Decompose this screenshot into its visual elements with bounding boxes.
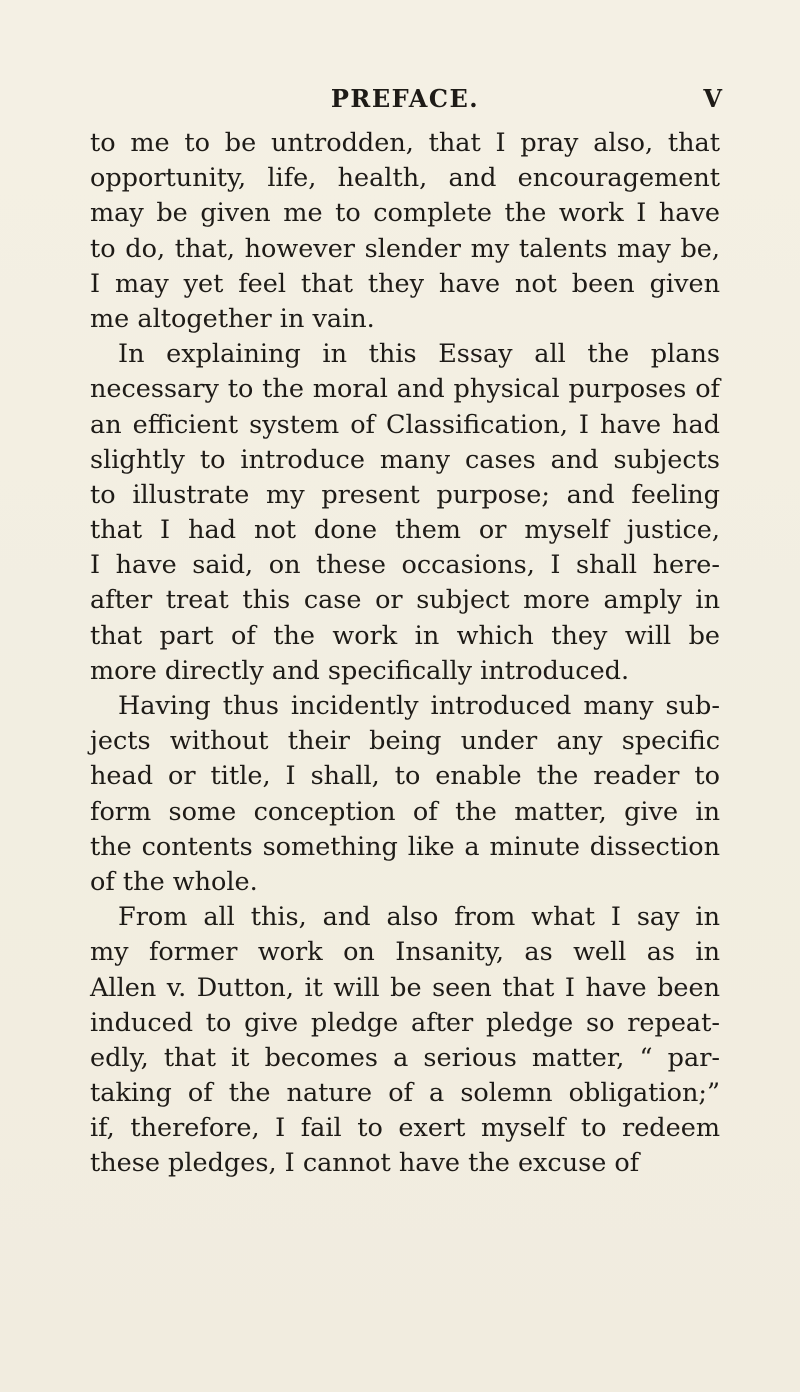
text-line: I may yet feel that they have not been given [90, 268, 720, 299]
text-line: I have said, on these occasions, I shall here- [90, 550, 720, 581]
paragraph-end-line: of the whole. [90, 866, 258, 897]
paragraph-end-line: me altogether in vain. [90, 303, 375, 334]
page-number: V [703, 84, 722, 113]
text-line: to illustrate my present purpose; and feeling [90, 479, 720, 510]
text-line: slightly to introduce many cases and subjects [90, 444, 720, 475]
text-line: an efficient system of Classification, I have had [90, 409, 720, 440]
text-line: may be given me to complete the work I have [90, 198, 720, 229]
body-text [90, 126, 720, 1182]
text-line: necessary to the moral and physical purposes of [90, 374, 720, 405]
text-line: jects without their being under any specific [90, 726, 720, 757]
text-line: to do, that, however slender my talents may be, [90, 233, 720, 264]
text-line: edly, that it becomes a serious matter, “ par- [90, 1042, 720, 1073]
text-line: Allen v. Dutton, it will be seen that I have been [90, 972, 720, 1003]
text-line: the contents something like a minute dissection [90, 831, 720, 862]
running-head: PREFACE. [330, 84, 480, 113]
text-line: opportunity, life, health, and encouragement [90, 163, 720, 194]
paragraph-start-line: From all this, and also from what I say in [118, 902, 720, 933]
text-line: after treat this case or subject more amply in [90, 585, 720, 616]
paragraph-start-line: In explaining in this Essay all the plans [118, 339, 720, 370]
paragraph-end-line: more directly and specifically introduced. [90, 655, 630, 686]
text-line: my former work on Insanity, as well as in [90, 937, 720, 968]
text-line: induced to give pledge after pledge so repeat- [90, 1007, 720, 1038]
paragraph-start-line: Having thus incidently introduced many sub- [118, 691, 720, 721]
text-line: that part of the work in which they will be [90, 620, 720, 651]
text-line: head or title, I shall, to enable the reader to [90, 761, 720, 792]
text-line: these pledges, I cannot have the excuse of [90, 1148, 640, 1179]
text-line: if, therefore, I fail to exert myself to redeem [90, 1113, 720, 1144]
text-line: to me to be untrodden, that I pray also, that [90, 128, 720, 158]
page-header [90, 84, 720, 118]
text-line: that I had not done them or myself justice, [90, 515, 720, 546]
text-line: form some conception of the matter, give in [90, 796, 720, 827]
text-line: taking of the nature of a solemn obligation;” [90, 1078, 720, 1109]
